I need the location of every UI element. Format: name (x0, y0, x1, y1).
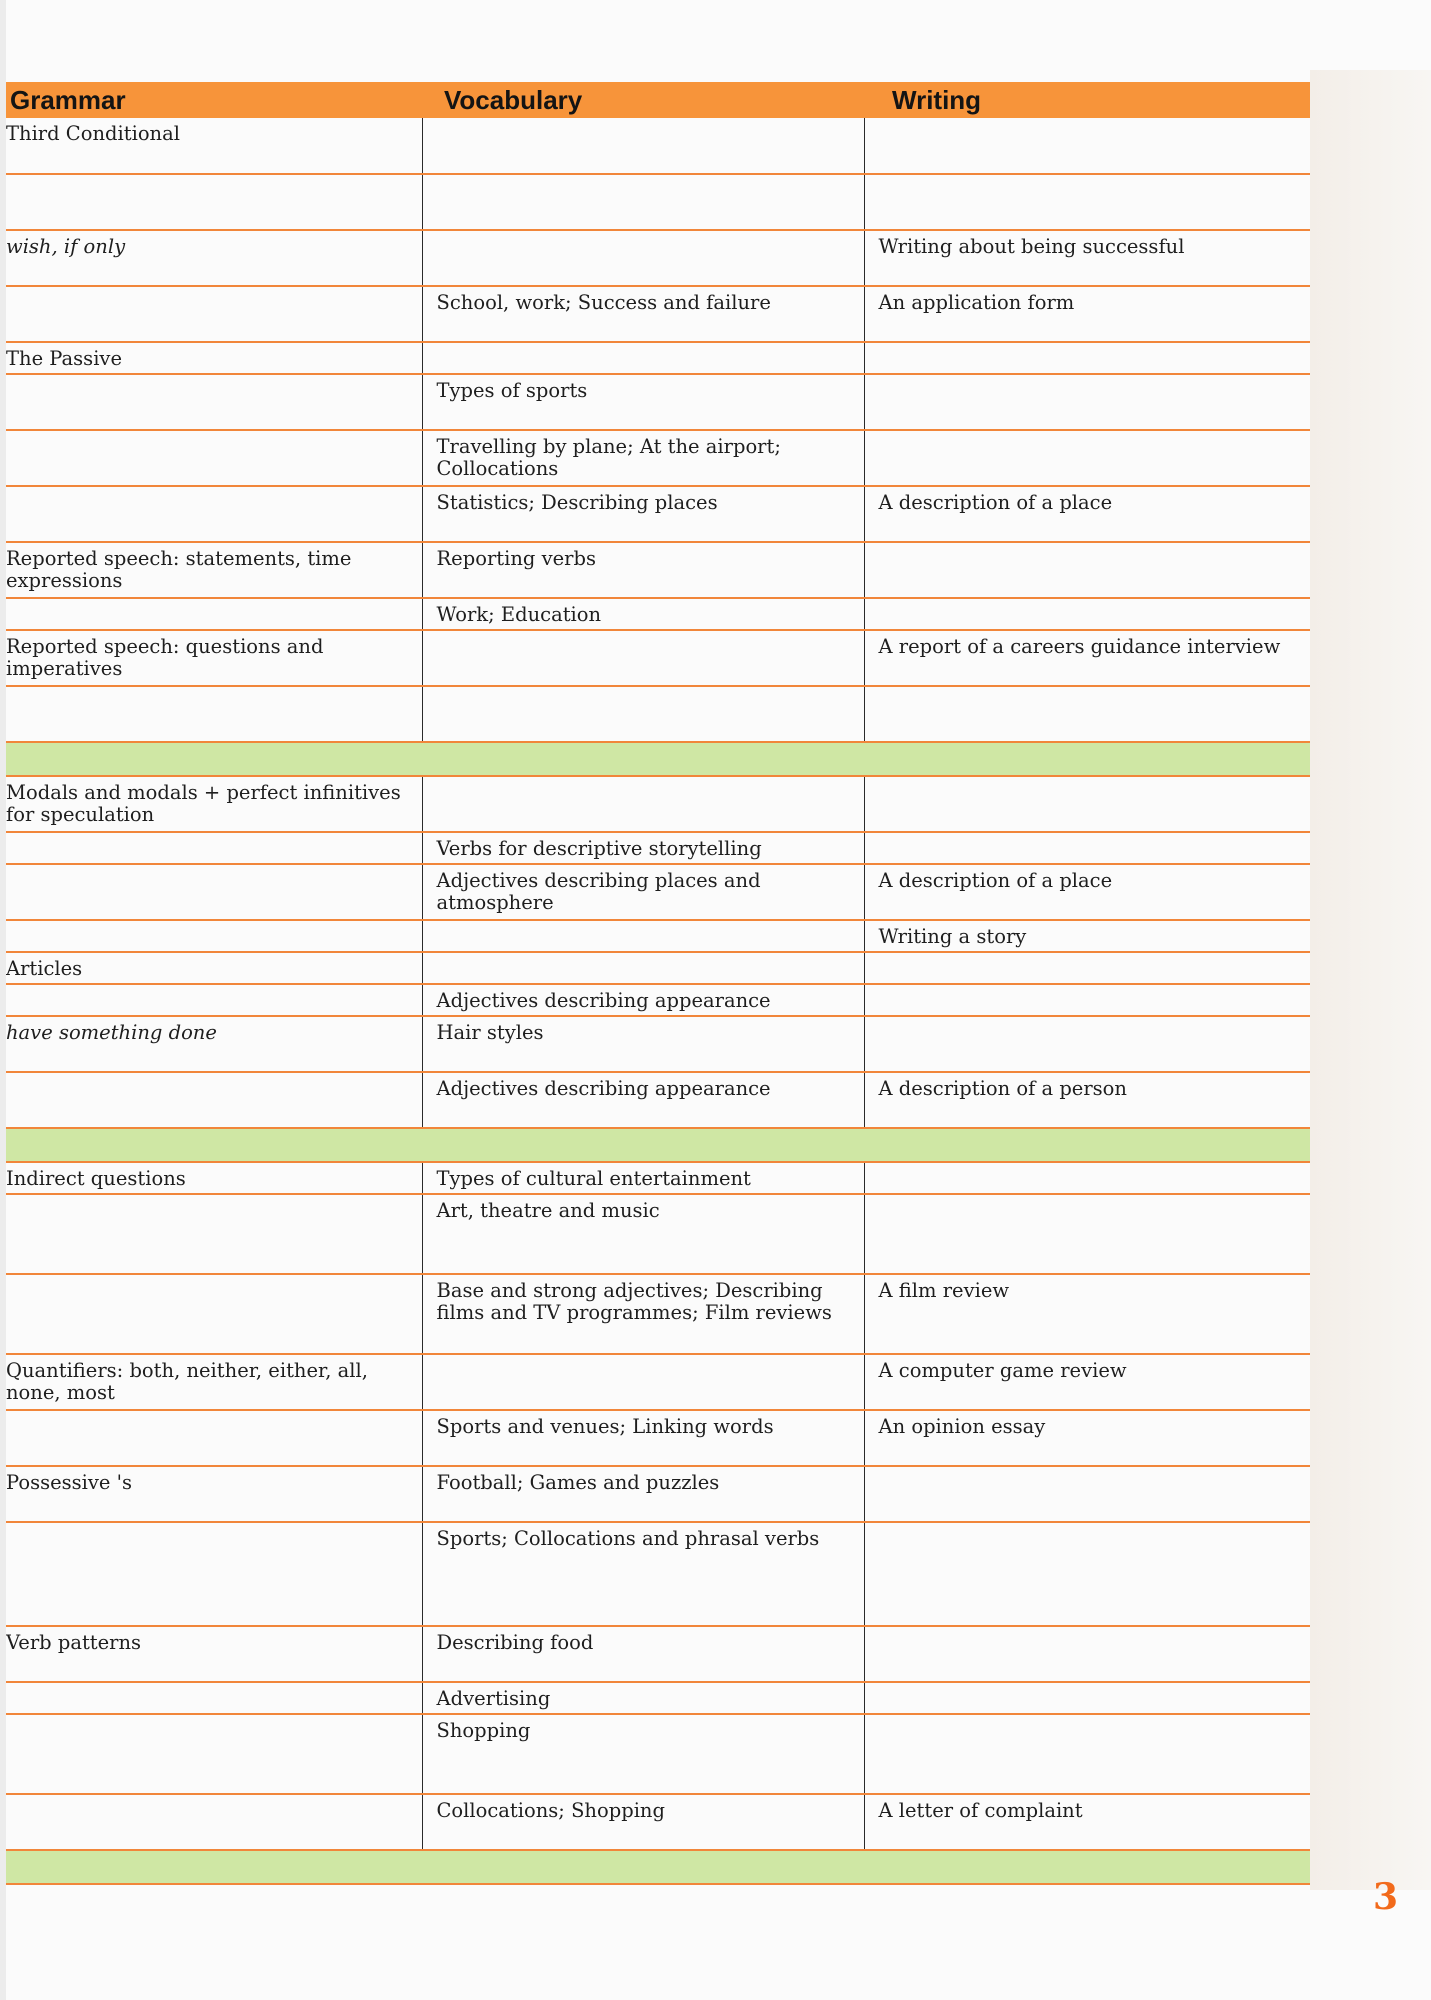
separator-cell (6, 1128, 422, 1162)
writing-cell: Writing a story (864, 920, 1310, 952)
grammar-cell: Reported speech: questions and imperatives (6, 630, 422, 686)
writing-cell (864, 1714, 1310, 1794)
table-row (6, 1072, 1310, 1128)
writing-cell (864, 1162, 1310, 1194)
page-number: 3 (1373, 1876, 1399, 1918)
table-row (6, 1794, 1310, 1850)
grammar-cell (6, 1794, 422, 1850)
grammar-cell (6, 1410, 422, 1466)
writing-cell (864, 118, 1310, 174)
writing-cell (864, 430, 1310, 486)
writing-cell: A description of a place (864, 486, 1310, 542)
writing-cell (864, 174, 1310, 230)
vocabulary-cell (422, 1354, 864, 1410)
writing-cell (864, 686, 1310, 742)
grammar-cell: Possessive 's (6, 1466, 422, 1522)
table-row (6, 1626, 1310, 1682)
writing-cell: Writing about being successful (864, 230, 1310, 286)
writing-cell: A letter of complaint (864, 1794, 1310, 1850)
grammar-cell (6, 598, 422, 630)
writing-cell (864, 1016, 1310, 1072)
grammar-cell (6, 1682, 422, 1714)
syllabus-rows (6, 118, 1310, 1884)
grammar-cell: have something done (6, 1016, 422, 1072)
grammar-cell (6, 486, 422, 542)
section-separator (6, 1128, 1310, 1162)
grammar-cell (6, 832, 422, 864)
grammar-cell (6, 920, 422, 952)
table-row (6, 1522, 1310, 1626)
vocabulary-cell: Types of cultural entertainment (422, 1162, 864, 1194)
grammar-cell: Indirect questions (6, 1162, 422, 1194)
vocabulary-cell (422, 686, 864, 742)
table-row (6, 864, 1310, 920)
writing-cell (864, 342, 1310, 374)
table-row (6, 952, 1310, 984)
header-row (6, 82, 1310, 118)
writing-cell: An application form (864, 286, 1310, 342)
separator-cell (422, 742, 864, 776)
writing-cell: A film review (864, 1274, 1310, 1354)
writing-cell: An opinion essay (864, 1410, 1310, 1466)
grammar-header: Grammar (6, 82, 422, 118)
vocabulary-cell: Advertising (422, 1682, 864, 1714)
vocabulary-cell: Collocations; Shopping (422, 1794, 864, 1850)
table-row (6, 1354, 1310, 1410)
table-row (6, 1274, 1310, 1354)
vocabulary-cell (422, 630, 864, 686)
grammar-cell: Modals and modals + perfect infinitives for speculation (6, 776, 422, 832)
table-row (6, 374, 1310, 430)
table-row (6, 286, 1310, 342)
writing-cell (864, 1522, 1310, 1626)
vocabulary-cell (422, 776, 864, 832)
table-row (6, 686, 1310, 742)
table-row (6, 118, 1310, 174)
grammar-cell (6, 1714, 422, 1794)
separator-cell (864, 742, 1310, 776)
section-separator (6, 742, 1310, 776)
table-row (6, 630, 1310, 686)
grammar-cell: Reported speech: statements, time expressions (6, 542, 422, 598)
grammar-cell (6, 1072, 422, 1128)
writing-cell: A description of a place (864, 864, 1310, 920)
table-row (6, 486, 1310, 542)
separator-cell (422, 1850, 864, 1884)
grammar-cell: Articles (6, 952, 422, 984)
vocabulary-cell: Adjectives describing appearance (422, 984, 864, 1016)
vocabulary-cell: Verbs for descriptive storytelling (422, 832, 864, 864)
vocabulary-cell (422, 230, 864, 286)
writing-cell (864, 1194, 1310, 1274)
table-row (6, 1714, 1310, 1794)
table-row (6, 776, 1310, 832)
vocabulary-cell: Sports; Collocations and phrasal verbs (422, 1522, 864, 1626)
table-row (6, 920, 1310, 952)
table-row (6, 1162, 1310, 1194)
writing-cell (864, 832, 1310, 864)
vocabulary-cell: Statistics; Describing places (422, 486, 864, 542)
grammar-cell (6, 1522, 422, 1626)
writing-header: Writing (864, 82, 1310, 118)
vocabulary-cell: Reporting verbs (422, 542, 864, 598)
grammar-cell: wish, if only (6, 230, 422, 286)
table-row (6, 598, 1310, 630)
writing-cell (864, 1682, 1310, 1714)
vocabulary-cell: Base and strong adjectives; Describing films and TV programmes; Film reviews (422, 1274, 864, 1354)
vocabulary-cell: Adjectives describing places and atmosphere (422, 864, 864, 920)
table-row (6, 832, 1310, 864)
table-row (6, 1466, 1310, 1522)
vocabulary-cell: Sports and venues; Linking words (422, 1410, 864, 1466)
writing-cell (864, 542, 1310, 598)
grammar-cell: Verb patterns (6, 1626, 422, 1682)
vocabulary-cell: Shopping (422, 1714, 864, 1794)
table-row (6, 342, 1310, 374)
separator-cell (6, 1850, 422, 1884)
writing-cell: A computer game review (864, 1354, 1310, 1410)
faded-right-margin (1310, 70, 1431, 1890)
writing-cell (864, 598, 1310, 630)
vocabulary-cell: Types of sports (422, 374, 864, 430)
table-row (6, 542, 1310, 598)
table-row (6, 984, 1310, 1016)
vocabulary-cell (422, 118, 864, 174)
vocabulary-cell (422, 342, 864, 374)
vocabulary-cell: Art, theatre and music (422, 1194, 864, 1274)
table-row (6, 1682, 1310, 1714)
vocabulary-cell: Travelling by plane; At the airport; Collocations (422, 430, 864, 486)
separator-cell (6, 742, 422, 776)
writing-cell (864, 984, 1310, 1016)
grammar-cell: The Passive (6, 342, 422, 374)
table-row (6, 1194, 1310, 1274)
table-row (6, 1016, 1310, 1072)
grammar-cell: Quantifiers: both, neither, either, all, none, most (6, 1354, 422, 1410)
separator-cell (864, 1128, 1310, 1162)
vocabulary-cell (422, 952, 864, 984)
section-separator (6, 1850, 1310, 1884)
grammar-cell (6, 864, 422, 920)
grammar-cell (6, 1274, 422, 1354)
grammar-cell (6, 174, 422, 230)
grammar-cell: Third Conditional (6, 118, 422, 174)
syllabus-table (6, 82, 1310, 1885)
grammar-cell (6, 1194, 422, 1274)
writing-cell (864, 1626, 1310, 1682)
vocabulary-cell: Adjectives describing appearance (422, 1072, 864, 1128)
table-row (6, 1410, 1310, 1466)
separator-cell (422, 1128, 864, 1162)
writing-cell (864, 374, 1310, 430)
separator-cell (864, 1850, 1310, 1884)
vocabulary-cell: Hair styles (422, 1016, 864, 1072)
table-row (6, 430, 1310, 486)
grammar-cell (6, 686, 422, 742)
vocabulary-header: Vocabulary (422, 82, 864, 118)
vocabulary-cell (422, 174, 864, 230)
table-row (6, 230, 1310, 286)
vocabulary-cell: School, work; Success and failure (422, 286, 864, 342)
writing-cell: A report of a careers guidance interview (864, 630, 1310, 686)
vocabulary-cell: Football; Games and puzzles (422, 1466, 864, 1522)
writing-cell (864, 1466, 1310, 1522)
grammar-cell (6, 430, 422, 486)
writing-cell: A description of a person (864, 1072, 1310, 1128)
vocabulary-cell: Work; Education (422, 598, 864, 630)
grammar-cell (6, 374, 422, 430)
grammar-cell (6, 286, 422, 342)
grammar-cell (6, 984, 422, 1016)
vocabulary-cell (422, 920, 864, 952)
vocabulary-cell: Describing food (422, 1626, 864, 1682)
writing-cell (864, 776, 1310, 832)
writing-cell (864, 952, 1310, 984)
table-row (6, 174, 1310, 230)
